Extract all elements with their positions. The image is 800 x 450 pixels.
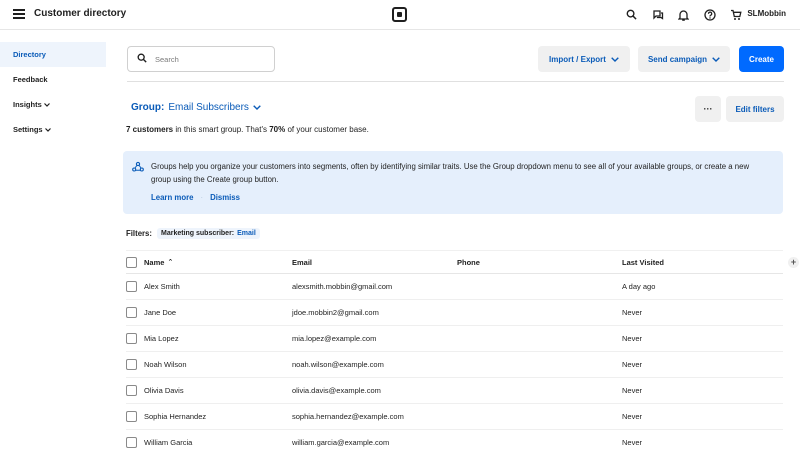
more-icon: ··· [703, 104, 713, 114]
customer-name: Alex Smith [144, 282, 180, 291]
customer-table [126, 250, 797, 450]
chevron-down-icon [611, 55, 619, 64]
square-logo-icon[interactable] [392, 7, 407, 22]
messages-icon[interactable] [651, 8, 664, 21]
column-name-label: Name [144, 257, 165, 267]
send-campaign-label: Send campaign [647, 54, 708, 64]
chevron-down-icon [712, 55, 720, 64]
hamburger-menu-icon[interactable] [13, 9, 25, 19]
customer-percent: 70% [269, 125, 286, 134]
table-row[interactable] [126, 352, 783, 378]
add-column-icon[interactable]: + [788, 257, 799, 268]
customer-email: noah.wilson@example.com [292, 360, 384, 369]
learn-more-link[interactable]: Learn more [151, 193, 194, 202]
chevron-down-icon [253, 102, 261, 113]
customer-email: william.garcia@example.com [292, 438, 390, 447]
customer-name: Jane Doe [144, 308, 177, 317]
customer-last-visited: Never [622, 386, 643, 395]
edit-filters-button[interactable]: Edit filters [726, 96, 784, 122]
search-icon[interactable] [625, 8, 638, 21]
search-input[interactable] [155, 55, 265, 64]
column-header-name[interactable] [144, 251, 173, 273]
sidebar-item-label: Directory [13, 50, 46, 59]
customer-name: Olivia Davis [144, 386, 184, 395]
column-header-email[interactable]: Email [292, 257, 313, 267]
chevron-down-icon [44, 92, 50, 117]
chevron-down-icon [45, 117, 51, 142]
send-campaign-button[interactable] [638, 46, 730, 72]
table-row[interactable] [126, 300, 783, 326]
filter-chip[interactable] [157, 228, 260, 239]
customer-last-visited: Never [622, 308, 643, 317]
summary-text: in this smart group. That's [173, 125, 270, 134]
banner-actions [151, 193, 240, 202]
filters-label: Filters: [126, 229, 152, 238]
table-row[interactable] [126, 326, 783, 352]
row-checkbox[interactable] [126, 281, 137, 292]
customer-email: jdoe.mobbin2@gmail.com [292, 308, 379, 317]
customer-email: olivia.davis@example.com [292, 386, 381, 395]
main-content [112, 30, 800, 450]
sidebar [0, 30, 112, 450]
column-header-last-visited[interactable]: Last Visited [622, 257, 664, 267]
sidebar-item-label: Feedback [13, 75, 48, 84]
customer-email: mia.lopez@example.com [292, 334, 377, 343]
user-account-name[interactable]: SLMobbin [747, 9, 786, 18]
row-checkbox[interactable] [126, 307, 137, 318]
row-checkbox[interactable] [126, 411, 137, 422]
header-icons [625, 8, 742, 21]
sidebar-item-feedback[interactable] [0, 67, 106, 92]
row-checkbox[interactable] [126, 385, 137, 396]
search-icon [137, 50, 147, 68]
toolbar-divider [127, 81, 784, 82]
groups-icon [132, 160, 144, 172]
cart-icon[interactable] [729, 8, 742, 21]
filters-bar [126, 228, 260, 239]
import-export-button[interactable] [538, 46, 630, 72]
search-box[interactable] [127, 46, 275, 72]
banner-message: Groups help you organize your customers into segments, often by identifying similar traits. Use the Group dropdown menu to see all of your available groups, or create a new group using the Create group button. [151, 162, 750, 184]
row-checkbox[interactable] [126, 359, 137, 370]
sidebar-item-label: Settings [13, 125, 43, 134]
help-icon[interactable] [703, 8, 716, 21]
table-row[interactable] [126, 274, 783, 300]
customer-last-visited: Never [622, 360, 643, 369]
row-checkbox[interactable] [126, 437, 137, 448]
sidebar-item-label: Insights [13, 100, 42, 109]
dismiss-link[interactable]: Dismiss [210, 193, 240, 202]
summary-text-end: of your customer base. [285, 125, 369, 134]
table-row[interactable] [126, 430, 783, 450]
sidebar-item-settings[interactable] [0, 117, 106, 142]
filter-chip-key: Marketing subscriber: [161, 230, 235, 237]
customer-count: 7 customers [126, 125, 174, 134]
group-summary [126, 125, 369, 134]
group-dropdown[interactable] [131, 102, 261, 113]
banner-separator: · [200, 193, 204, 202]
more-options-button[interactable] [695, 96, 721, 122]
sort-ascending-icon: ⌃ [167, 259, 174, 266]
notifications-icon[interactable] [677, 8, 690, 21]
page-title: Customer directory [34, 8, 127, 19]
customer-last-visited: Never [622, 438, 643, 447]
customer-name: Noah Wilson [144, 360, 187, 369]
customer-email: sophia.hernandez@example.com [292, 412, 404, 421]
customer-last-visited: Never [622, 412, 643, 421]
customer-name: Mia Lopez [144, 334, 179, 343]
group-name: Email Subscribers [168, 102, 249, 113]
top-bar [0, 0, 800, 30]
column-header-phone[interactable]: Phone [457, 257, 480, 267]
customer-name: Sophia Hernandez [144, 412, 207, 421]
row-checkbox[interactable] [126, 333, 137, 344]
sidebar-item-insights[interactable] [0, 92, 106, 117]
table-row[interactable] [126, 404, 783, 430]
customer-last-visited: Never [622, 334, 643, 343]
info-banner [123, 151, 783, 214]
filter-chip-value: Email [237, 230, 256, 237]
table-header [126, 250, 797, 274]
select-all-checkbox[interactable] [126, 257, 137, 268]
table-row[interactable] [126, 378, 783, 404]
create-button[interactable]: Create [739, 46, 784, 72]
import-export-label: Import / Export [549, 54, 606, 64]
customer-email: alexsmith.mobbin@gmail.com [292, 282, 393, 291]
customer-last-visited: A day ago [622, 282, 656, 291]
group-label: Group: [131, 102, 165, 113]
sidebar-item-directory[interactable] [0, 42, 106, 67]
customer-name: William Garcia [144, 438, 193, 447]
